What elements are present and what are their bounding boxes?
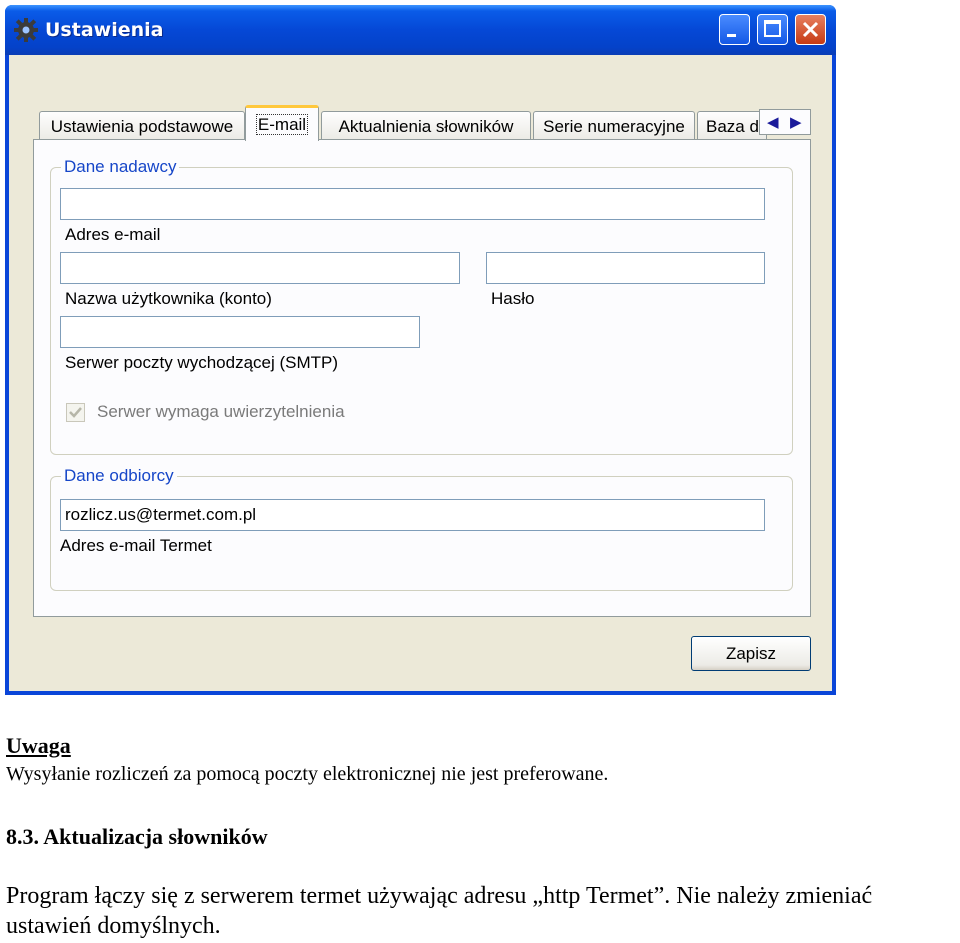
tab-email[interactable] <box>245 105 319 141</box>
auth-required-checkbox[interactable] <box>66 403 85 422</box>
body-text-line2: ustawień domyślnych. <box>6 913 221 939</box>
maximize-button[interactable] <box>757 14 788 45</box>
settings-window <box>5 5 836 695</box>
checkmark-icon <box>67 404 84 421</box>
recipient-email-label: Adres e-mail Termet <box>60 536 212 555</box>
note-heading: Uwaga <box>6 733 71 758</box>
window-client-area <box>9 55 832 691</box>
password-input[interactable] <box>486 252 765 284</box>
close-icon <box>796 15 825 44</box>
tab-label: Baza d <box>706 117 759 136</box>
recipient-group-legend: Dane odbiorcy <box>61 466 177 486</box>
auth-required-label: Serwer wymaga uwierzytelnienia <box>97 402 345 421</box>
scroll-left-icon[interactable]: ◀ <box>767 113 779 131</box>
password-label: Hasło <box>491 289 535 308</box>
sender-email-input[interactable] <box>60 188 765 220</box>
tab-aktualnienia-slownikow[interactable] <box>321 111 531 139</box>
scroll-right-icon[interactable]: ▶ <box>790 113 802 131</box>
sender-group-legend: Dane nadawcy <box>61 157 179 177</box>
title-bar[interactable] <box>5 5 836 55</box>
sender-email-label: Adres e-mail <box>65 225 161 244</box>
smtp-server-input[interactable] <box>60 316 420 348</box>
close-button[interactable] <box>795 14 826 45</box>
tab-label: Aktualnienia słowników <box>338 117 514 136</box>
body-text-line1: Program łączy się z serwerem termet używając adresu „http Termet”. Nie należy zmieniać <box>6 883 873 909</box>
section-heading: 8.3. Aktualizacja słowników <box>6 824 268 849</box>
recipient-email-input[interactable]: rozlicz.us@termet.com.pl <box>60 499 765 531</box>
save-button[interactable]: Zapisz <box>691 636 811 671</box>
window-title: Ustawienia <box>45 19 164 41</box>
minimize-icon <box>720 15 749 44</box>
email-tab-panel <box>33 139 811 617</box>
recipient-group <box>50 466 793 591</box>
tab-baza-danych[interactable] <box>697 111 767 139</box>
tab-label: E-mail <box>257 115 307 134</box>
tab-serie-numeracyjne[interactable] <box>533 111 695 139</box>
maximize-icon <box>758 15 787 44</box>
tab-scroll-buttons <box>759 109 811 135</box>
tab-ustawienia-podstawowe[interactable] <box>39 111 245 139</box>
tab-label: Ustawienia podstawowe <box>50 117 234 136</box>
note-text: Wysyłanie rozliczeń za pomocą poczty elektronicznej nie jest preferowane. <box>6 763 609 785</box>
gear-icon <box>13 17 39 43</box>
username-input[interactable] <box>60 252 460 284</box>
minimize-button[interactable] <box>719 14 750 45</box>
sender-group <box>50 157 793 455</box>
username-label: Nazwa użytkownika (konto) <box>65 289 272 308</box>
smtp-server-label: Serwer poczty wychodzącej (SMTP) <box>65 353 339 372</box>
tab-label: Serie numeracyjne <box>543 117 685 136</box>
